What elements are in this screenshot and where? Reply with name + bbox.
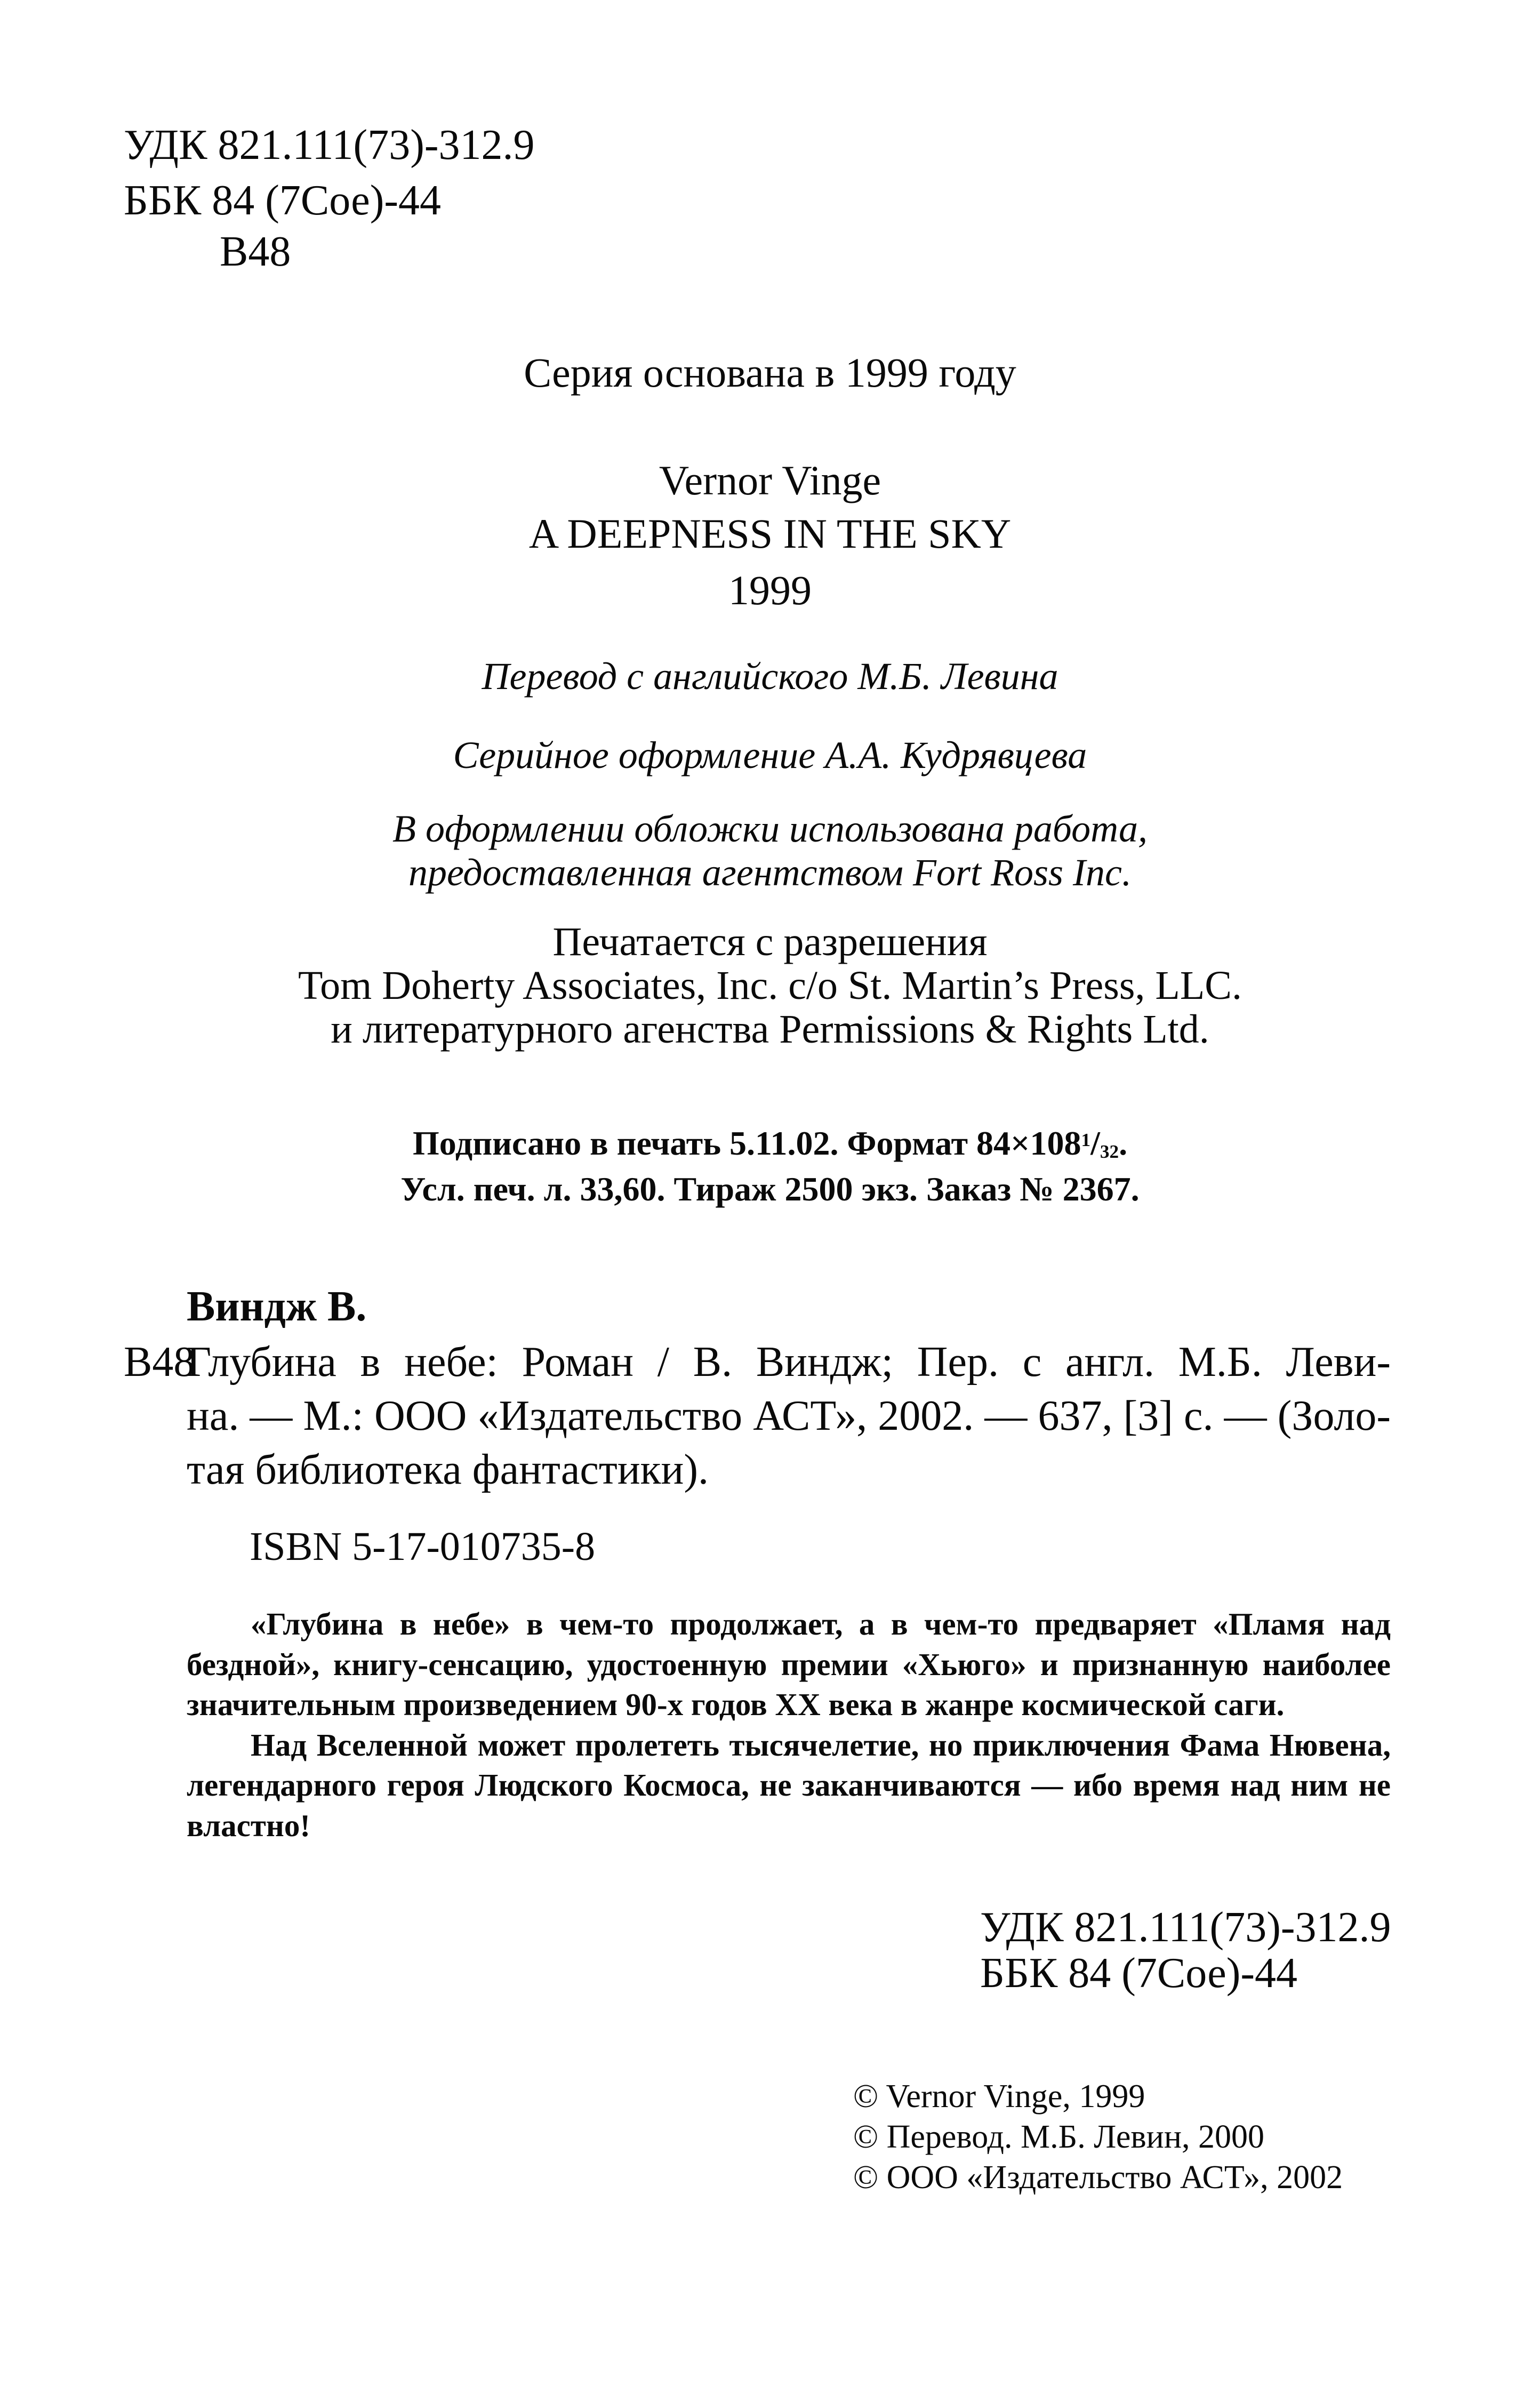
annotation bbox=[187, 1604, 1391, 1846]
isbn: ISBN 5-17-010735-8 bbox=[250, 1524, 596, 1569]
annotation-paragraph-2: Над Вселенной может пролететь тысячелетие, но приключения Фама Нювена, легендарного героя Людского Космоса, не заканчиваются — ибо время над ним не властно! bbox=[187, 1727, 1391, 1843]
series-note: Серия основана в 1999 году bbox=[524, 349, 1016, 396]
cover-credit-line2: предоставленная агентством Fort Ross Inc. bbox=[408, 851, 1132, 894]
bottom-bbk-code: ББК 84 (7Сое)-44 bbox=[980, 1950, 1297, 1997]
format-end: . bbox=[1119, 1124, 1128, 1162]
printing-line1 bbox=[0, 1124, 1540, 1163]
printing-line2: Усл. печ. л. 33,60. Тираж 2500 экз. Заказ № 2367. bbox=[400, 1170, 1140, 1208]
bbk-code: ББК 84 (7Сое)-44 bbox=[124, 177, 441, 224]
cover-credit-line1: В оформлении обложки использована работа, bbox=[392, 807, 1148, 850]
copyright-translation: © Перевод. М.Б. Левин, 2000 bbox=[853, 2119, 1265, 2155]
format-fraction-slash: / bbox=[1090, 1124, 1100, 1162]
author-mark: В48 bbox=[220, 228, 291, 275]
description-line3: тая библиотека фантастики). bbox=[187, 1446, 709, 1493]
udk-code: УДК 821.111(73)-312.9 bbox=[124, 122, 535, 169]
catalog-mark: В48 bbox=[124, 1339, 195, 1386]
original-title: A DEEPNESS IN THE SKY bbox=[528, 510, 1012, 557]
annotation-paragraph-1: «Глубина в небе» в чем-то продолжает, а в чем-то предваряет «Пламя над бездной», книгу-сенсацию, удостоенную премии «Хьюго» и признанную наиболее значительным произведением 90-х годов XX века в жанре космической саги. bbox=[187, 1606, 1391, 1723]
original-year: 1999 bbox=[728, 567, 812, 613]
permission-line1: Печатается с разрешения bbox=[552, 919, 988, 964]
permission-line2: Tom Doherty Associates, Inc. c/o St. Martin’s Press, LLC. bbox=[298, 963, 1242, 1008]
copyright-publisher: © ООО «Издательство АСТ», 2002 bbox=[853, 2159, 1343, 2196]
description-line2: на. — М.: ООО «Издательство АСТ», 2002. — 637, [3] с. — (Золо- bbox=[187, 1392, 1391, 1439]
catalog-description bbox=[187, 1335, 1391, 1496]
description-line1: Глубина в небе: Роман / В. Виндж; Пер. с англ. М.Б. Леви- bbox=[187, 1339, 1391, 1386]
permission-line3: и литературного агенства Permissions & Rights Ltd. bbox=[331, 1007, 1209, 1052]
bottom-udk-code: УДК 821.111(73)-312.9 bbox=[980, 1904, 1391, 1951]
format-fraction-numerator: 1 bbox=[1081, 1130, 1091, 1151]
format-fraction-denominator: 32 bbox=[1100, 1141, 1119, 1163]
series-design-credit: Серийное оформление А.А. Кудрявцева bbox=[453, 734, 1087, 776]
copyright-author: © Vernor Vinge, 1999 bbox=[853, 2078, 1145, 2115]
translation-credit: Перевод с английского М.Б. Левина bbox=[482, 655, 1058, 698]
catalog-author-heading: Виндж В. bbox=[187, 1283, 367, 1330]
printing-format: Подписано в печать 5.11.02. Формат 84×108 bbox=[412, 1124, 1081, 1162]
original-author: Vernor Vinge bbox=[659, 457, 881, 503]
